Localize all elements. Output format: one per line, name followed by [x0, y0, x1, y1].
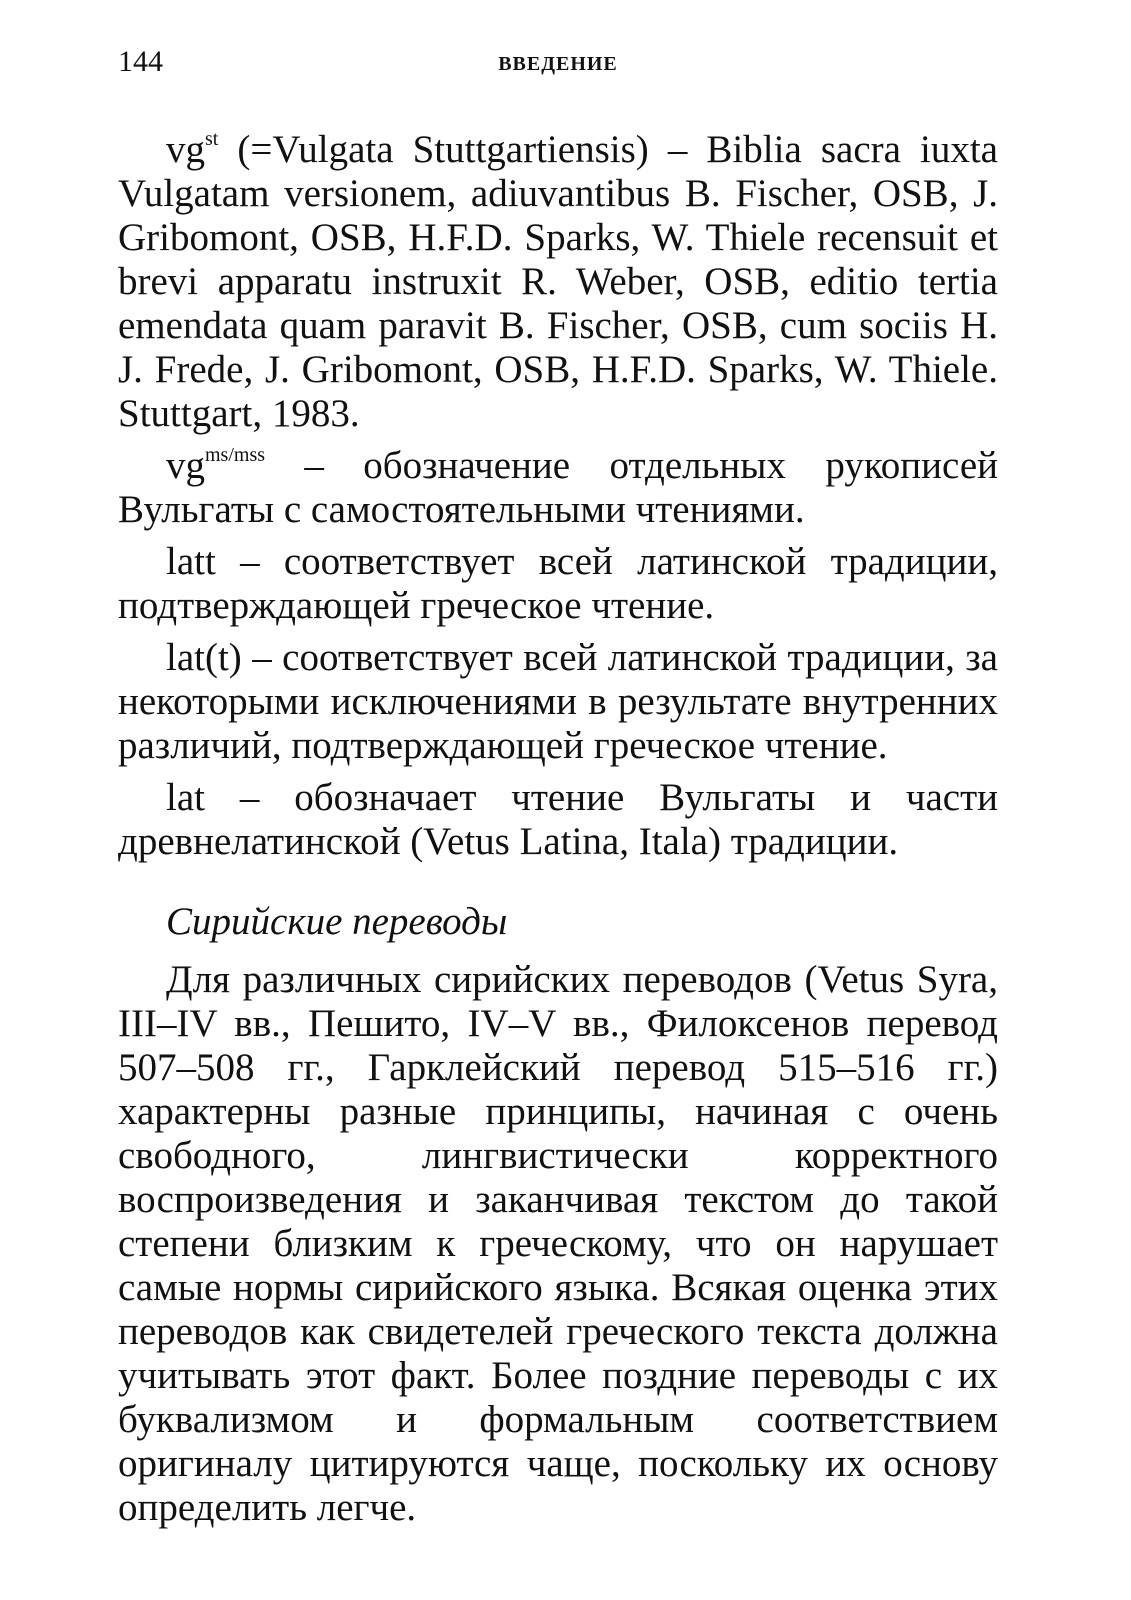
page-number: 144 — [118, 45, 163, 78]
siglum: lat — [166, 776, 205, 819]
running-head — [118, 40, 998, 92]
entry-text: – обозначает чтение Вульгаты и части древнелатинской (Vetus Latina, Itala) традиции. — [118, 776, 998, 863]
siglum: lat(t) — [166, 636, 242, 679]
siglum: latt — [166, 540, 216, 583]
entry-vgms — [118, 444, 998, 532]
entry-text: – обозначение отдельных рукописей Вульгаты с самостоятельными чтениями. — [118, 444, 998, 531]
section-heading: Сирийские переводы — [166, 900, 508, 943]
entry-text: – соответствует всей латинской традиции, подтверждающей греческое чтение. — [118, 540, 998, 627]
entry-text: – соответствует всей латинской традиции, за некоторыми исключениями в результате внутренних различий, подтверждающей греческое чтение. — [118, 636, 998, 767]
siglum: vg — [166, 444, 205, 487]
running-title: ВВЕДЕНИЕ — [498, 53, 618, 75]
siglum-superscript: ms/mss — [205, 444, 266, 466]
section-paragraph: Для различных сирийских переводов (Vetus Syra, III–IV вв., Пешито, IV–V вв., Филоксенов перевод 507–508 гг., Гарклейский перевод 515–516 гг.) характерны разные принципы, начиная с очень свободного, лингвистически корректного воспроизведения и заканчивая текстом до такой степени близким к греческому, что он нарушает самые нормы сирийского языка. Всякая оценка этих переводов как свидетелей греческого текста должна учитывать этот факт. Более поздние переводы с их буквализмом и формальным соответствием оригиналу цитируются чаще, поскольку их основу определить легче. — [118, 958, 998, 1529]
entry-lat — [118, 776, 998, 864]
book-page — [118, 40, 998, 1538]
siglum: vg — [166, 128, 205, 171]
entry-vgst — [118, 128, 998, 436]
entry-lat-t — [118, 636, 998, 768]
page-body — [118, 128, 998, 1530]
entry-latt — [118, 540, 998, 628]
entry-text: (=Vulgata Stuttgartiensis) – Biblia sacra iuxta Vulgatam versionem, adiuvantibus B. Fischer, OSB, J. Gribomont, OSB, H.F.D. Sparks, W. Thiele recensuit et brevi apparatu instruxit R. Weber, OSB, editio tertia emendata quam paravit B. Fischer, OSB, cum sociis H. J. Frede, J. Gribomont, OSB, H.F.D. Sparks, W. Thiele. Stuttgart, 1983. — [118, 128, 998, 435]
siglum-superscript: st — [205, 128, 219, 150]
